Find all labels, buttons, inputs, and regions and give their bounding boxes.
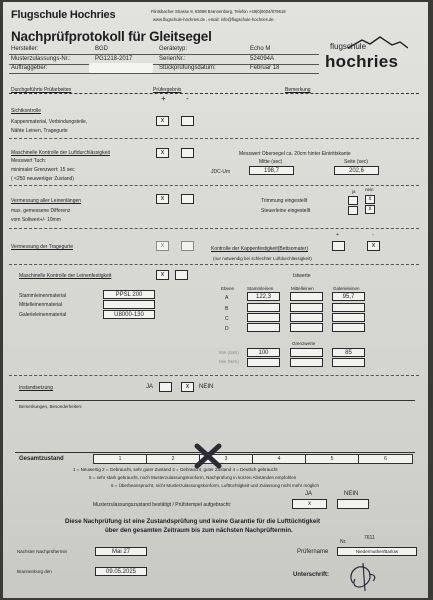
gesamt-scale — [93, 454, 413, 464]
trage-title: Vermessung der Tragegurte — [11, 244, 73, 250]
leinen-plus-checkbox[interactable]: x — [156, 270, 169, 280]
instand-nein-label: NEIN — [199, 384, 214, 390]
steuerleine-label: Steuerleine eingestellt — [261, 208, 311, 214]
musterzulassung-label: Musterzulassungs-Nr.: — [11, 56, 71, 62]
c-mittel-cell[interactable] — [290, 313, 323, 322]
d-stamm-cell[interactable] — [247, 323, 280, 332]
trimmung-nein-checkbox[interactable]: x — [365, 195, 375, 204]
nein-label: nein — [365, 187, 374, 192]
scale-cell-5[interactable]: 5 — [306, 455, 359, 464]
galerieleinen-header: Galerieleinen — [333, 286, 360, 291]
steuer-ja-checkbox[interactable] — [348, 206, 358, 215]
mittel-material-label: Mittelleinenmaterial — [19, 302, 63, 308]
mitte-value[interactable]: 198,7 — [249, 166, 294, 175]
verm-line-2: vom Sollwert+/- 10mm — [11, 217, 61, 223]
gesamt-legend-3: 6 = Überbeansprucht, nicht Musterzulassungskonform, Lufttüchtigkeit und Zulassung nicht mehr möglich — [111, 483, 319, 488]
luft-description: Messwert Obersegel ca. 20cm hinter Eintrittskante — [239, 151, 351, 157]
kappen-subtitle: (nur notwendig bei schlechter Luftdurchlässigkeit) — [213, 256, 312, 261]
scale-cell-1[interactable]: 1 — [94, 455, 147, 464]
address-line-1: Flintsbacher Strasse 8, 83098 Brannenburg, Telefon +49(0)8034/879618 — [151, 9, 286, 14]
jdc-label: JDC-Um — [211, 169, 231, 175]
brannenburg-label: Brannenburg den — [17, 569, 52, 574]
verm-plus-checkbox[interactable]: x — [156, 194, 169, 204]
a-stamm-cell[interactable]: 122,3 — [247, 292, 280, 301]
logo-main-text: hochries — [325, 52, 399, 71]
kappen-plus-checkbox[interactable] — [332, 241, 345, 251]
col-plus: + — [161, 94, 166, 103]
disclaimer-line-1: Diese Nachprüfung ist eine Zustandsprüfung und keine Garantie für die Lufttüchtigkeit — [65, 518, 321, 525]
d-mittel-cell[interactable] — [290, 323, 323, 332]
scale-cell-4[interactable]: 4 — [253, 455, 306, 464]
logo-subtext: flugschule — [330, 42, 367, 51]
instand-title: Instandsetzung — [19, 385, 53, 391]
kappen-minus-label: - — [372, 232, 374, 238]
b-stamm-cell[interactable] — [247, 303, 280, 312]
protocol-sheet — [3, 2, 428, 598]
mittelleinen-header: Mittelleinen — [291, 286, 314, 291]
muster-nein-label: NEIN — [344, 491, 359, 497]
stueckpruefung-label: Stückprüfungsdatum: — [159, 65, 216, 71]
stueckpruefung-value: Februar 18 — [250, 65, 280, 71]
grenzwerte-label: Grenzwerte — [292, 341, 316, 346]
a-mittel-cell[interactable] — [290, 292, 323, 301]
luft-title: Maschinelle Kontrolle der Luftdurchlässigkeit — [11, 150, 110, 156]
verm-minus-checkbox[interactable] — [181, 194, 194, 204]
musterzulassung-value: PG1218-2017 — [95, 56, 133, 62]
pruefername-value[interactable]: Niedermuther/Barlow — [337, 547, 417, 556]
col-durchgefuehrte: Durchgeführte Prüfarbeiten — [11, 87, 72, 93]
signature-icon — [343, 557, 383, 593]
trimmung-ja-checkbox[interactable] — [348, 196, 358, 205]
muster-text: Musterzulassungszustand bestätigt / Prüfstempel aufgebracht: — [93, 502, 232, 508]
geraetetyp-value: Echo M — [250, 46, 271, 52]
kappen-title: Kontrolle der Kappenfestigkeit(Bettsomater) — [211, 246, 308, 252]
row-b-label: B — [225, 306, 229, 312]
gesamt-cross-mark-icon — [193, 443, 223, 469]
hersteller-label: Hersteller: — [11, 46, 39, 52]
naechster-label: Nächster Nachprüftermin — [17, 549, 68, 554]
kappen-plus-label: + — [336, 232, 339, 238]
mitte-label: Mitte (sec) — [259, 159, 283, 165]
trimmung-label: Trimmung eingestellt — [261, 198, 308, 204]
b-mittel-cell[interactable] — [290, 303, 323, 312]
instand-nein-checkbox[interactable]: x — [181, 382, 194, 392]
luft-minus-checkbox[interactable] — [181, 148, 194, 158]
grenz-stamm-cell-2[interactable] — [247, 358, 280, 367]
kappen-minus-checkbox[interactable]: x — [367, 241, 380, 251]
auftraggeber-label: Auftraggeber: — [11, 65, 48, 71]
sicht-title: Sichtkontrolle — [11, 108, 42, 114]
unterschrift-label: Unterschrift: — [293, 572, 330, 578]
row-a-label: A — [225, 295, 229, 301]
grenz-mittel-cell-2[interactable] — [290, 358, 323, 367]
mittel-material-value[interactable] — [103, 300, 155, 309]
seite-value[interactable]: 202,6 — [334, 166, 379, 175]
row-c-label: C — [225, 316, 229, 322]
luft-plus-checkbox[interactable]: x — [156, 148, 169, 158]
stammleinen-header: Stammleinen — [247, 286, 274, 291]
grenz-galerie-cell[interactable]: 85 — [332, 348, 365, 357]
geraetetyp-label: Gerätetyp: — [159, 46, 188, 52]
grenz-row-2-label: Min (N/m) — [219, 359, 239, 364]
col-bemerkung: Bemerkung — [285, 87, 311, 93]
page-title: Nachprüfprotokoll für Gleitsegel — [11, 29, 212, 44]
row-d-label: D — [225, 326, 229, 332]
pruefername-label: Prüfername — [297, 549, 329, 555]
ja-label: ja — [352, 189, 356, 194]
naechster-value[interactable]: Mai 27 — [95, 547, 147, 556]
scale-cell-6[interactable]: 6 — [384, 456, 387, 462]
sicht-line-1: Kappenmaterial, Verbindungsteile, — [11, 119, 88, 125]
hersteller-value: BGD — [95, 46, 109, 52]
sicht-line-2: Nähte Leinen, Tragegurte — [11, 128, 68, 134]
verm-line-1: max. gemessene Differenz — [11, 208, 71, 214]
auftraggeber-redacted — [89, 63, 153, 73]
istwerte-label: Istwerte — [293, 273, 311, 279]
verm-title: Vermessung aller Leinenlängen — [11, 198, 82, 204]
stamm-material-value[interactable]: PPSL 200 — [103, 290, 155, 299]
luft-line-2: minimaler Grenzwert: 15 sec — [11, 167, 75, 173]
luft-line-3: ( <250 neuwertiger Zustand) — [11, 176, 74, 182]
nr-label: Nr. — [340, 539, 347, 545]
sicht-minus-checkbox[interactable] — [181, 116, 194, 126]
company-name: Flugschule Hochries — [11, 9, 116, 21]
leinen-minus-checkbox[interactable] — [175, 270, 188, 280]
col-pruefergebnis: Prüfergebnis — [153, 87, 182, 93]
a-galerie-cell[interactable]: 95,7 — [332, 292, 365, 301]
bemerkungen-label: Bemerkungen, Besonderheiten: — [19, 404, 83, 409]
gesamt-legend-2: 5 = sehr stark gebraucht, noch Musterzulassungskonform, Nachprüfung in kürzen Abständen empfohlen — [89, 475, 297, 480]
nr-value: 7611 — [364, 535, 375, 541]
galerie-material-value[interactable]: U8000-130 — [103, 310, 155, 319]
galerie-material-label: Galerieleinenmaterial — [19, 312, 67, 318]
seite-label: Seite (sec) — [344, 159, 368, 165]
grenz-stamm-cell[interactable]: 100 — [247, 348, 280, 357]
leinen-title: Maschinelle Kontrolle der Leinenfestigkeit — [19, 273, 112, 279]
scale-cell-3[interactable]: 3 — [200, 455, 253, 464]
steuer-nein-checkbox[interactable]: x — [365, 205, 375, 214]
ebene-label: Ebene — [221, 286, 235, 291]
d-galerie-cell[interactable] — [332, 323, 365, 332]
luft-line-1: Messwert Tuch: — [11, 158, 47, 164]
trage-minus-checkbox[interactable] — [181, 241, 194, 251]
seriennr-label: SerienNr.: — [159, 56, 186, 62]
gesamt-legend-1: 1 = Neuwertig 2 = Gebraucht, sehr guter Zustand 3 = Gebraucht, guter Zustand 4 = Deutlich gebraucht — [73, 467, 278, 472]
grenz-mittel-cell[interactable] — [290, 348, 323, 357]
disclaimer-line-2: über den gesamten Zeitraum bis zum nächsten Nachprüftermin. — [105, 527, 293, 534]
muster-ja-label: JA — [305, 491, 313, 497]
instand-ja-checkbox[interactable] — [159, 382, 172, 392]
grenz-row-1-label: Min (daN) — [219, 350, 239, 355]
gesamt-title: Gesamtzustand — [19, 456, 64, 462]
stamm-material-label: Stammleinenmaterial — [19, 293, 66, 299]
muster-ja-checkbox[interactable]: x — [292, 499, 327, 509]
grenz-galerie-cell-2[interactable] — [332, 358, 365, 367]
address-line-2: www.flugschule-hochries.de , email: info@flugschule-hochries.de — [153, 17, 274, 22]
seriennr-value: 524094A — [250, 56, 275, 62]
col-minus: - — [186, 94, 189, 103]
brannenburg-value[interactable]: 09.05.2025 — [95, 567, 147, 576]
trage-plus-checkbox[interactable]: x — [156, 241, 169, 251]
b-galerie-cell[interactable] — [332, 303, 365, 312]
muster-nein-checkbox[interactable] — [337, 499, 369, 509]
c-galerie-cell[interactable] — [332, 313, 365, 322]
c-stamm-cell[interactable] — [247, 313, 280, 322]
sicht-plus-checkbox[interactable]: x — [156, 116, 169, 126]
instand-ja-label: JA — [146, 384, 154, 390]
scale-cell-2[interactable]: 2 — [147, 455, 200, 464]
